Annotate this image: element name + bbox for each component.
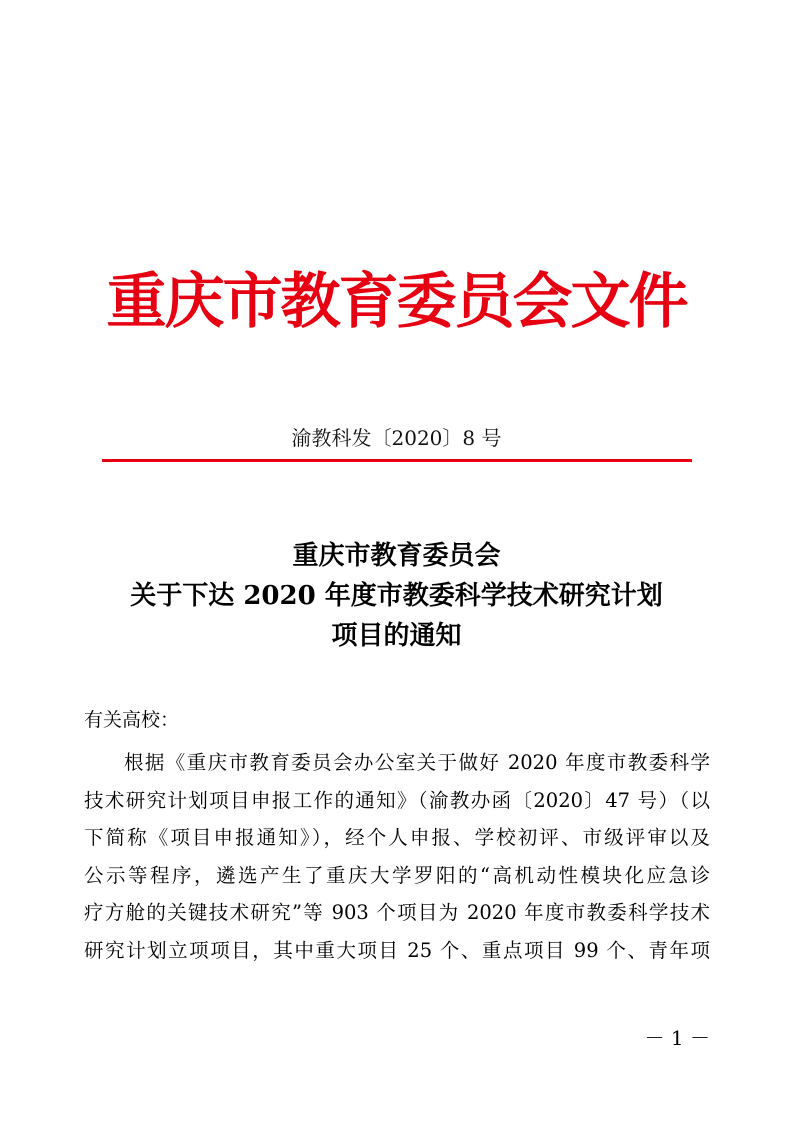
red-divider-line: [102, 459, 692, 462]
notice-title: [0, 536, 793, 656]
page-number: － 1 －: [644, 1026, 710, 1050]
body-line: 疗方舱的关键技术研究”等 903 个项目为 2020 年度市教委科学技术: [84, 901, 710, 924]
body-line: 技术研究计划项目申报工作的通知》（渝教办函〔2020〕47 号）（以: [84, 788, 710, 812]
body-line: 根据《重庆市教育委员会办公室关于做好 2020 年度市教委科学: [124, 751, 710, 774]
notice-title-line-1: 重庆市教育委员会: [292, 541, 501, 571]
notice-title-line-3: 项目的通知: [331, 621, 462, 651]
body-line: 研究计划立项项目，其中重大项目 25 个、重点项目 99 个、青年项: [84, 938, 710, 962]
body-line: 下简称《项目申报通知》），经个人申报、学校初评、市级评审以及: [84, 826, 710, 849]
addressee: 有关高校：: [84, 709, 180, 731]
notice-title-line-2: 关于下达 2020 年度市教委科学技术研究计划: [130, 581, 663, 611]
document-header-title: 重庆市教育委员会文件: [106, 267, 687, 337]
document-number: 渝教科发〔2020〕8 号: [291, 426, 502, 450]
body-line: 公示等程序，遴选产生了重庆大学罗阳的“高机动性模块化应急诊: [84, 863, 710, 887]
body-paragraph: [84, 744, 710, 969]
